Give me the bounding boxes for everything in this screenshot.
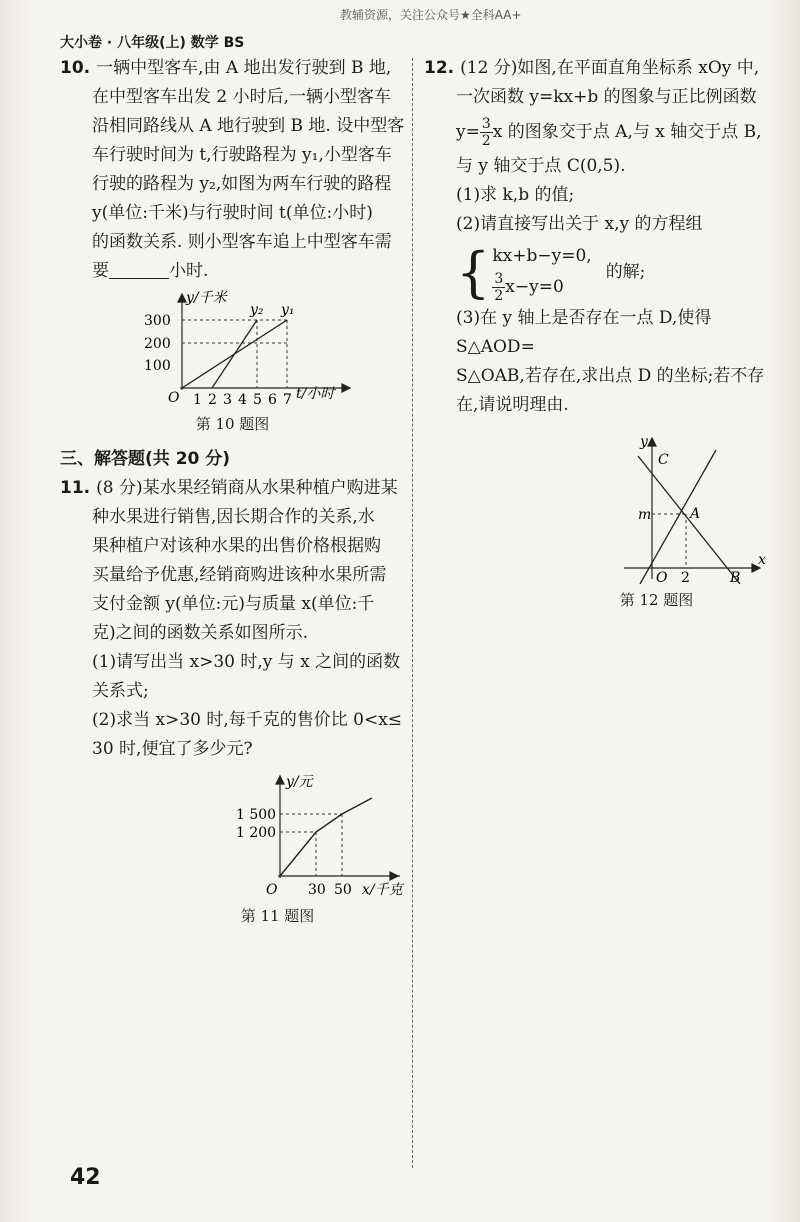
q10-xlabel: t/小时 <box>296 386 335 402</box>
q12-line-kx-b <box>638 456 740 584</box>
system-eq2: $\frac{3}{2}$ x−y=0 <box>494 271 564 304</box>
q12-part1: (1)求 k,b 的值; <box>456 185 575 205</box>
q12-label-B: B <box>730 570 741 584</box>
q10-y-arrow <box>178 294 186 302</box>
q12-label-O: O <box>656 570 668 584</box>
q10-xtick-2: 2 <box>208 392 217 408</box>
q12-fraction: $\frac{3}{2}$ <box>481 116 491 149</box>
q10-line1: 10. 一辆中型客车,由 A 地出发行驶到 B 地, <box>60 58 392 78</box>
q10-ytick-100: 100 <box>144 358 171 374</box>
q12-label-x: x <box>758 552 766 568</box>
page-number: 42 <box>70 1165 101 1190</box>
q10-line-y2 <box>212 320 257 388</box>
q10-y2-label: y₂ <box>250 302 264 318</box>
q12-line3: y= $\frac{3}{2}$ x 的图象交于点 A,与 x 轴交于点 B, <box>456 116 762 149</box>
q12-label-m: m <box>638 507 652 523</box>
q10-xtick-7: 7 <box>283 392 292 408</box>
q10-y1-label: y₁ <box>281 302 295 318</box>
q10-line2: 在中型客车出发 2 小时后,一辆小型客车 <box>92 87 392 107</box>
left-column <box>60 54 405 931</box>
q11-y-arrow <box>276 776 284 784</box>
q12-part2: (2)请直接写出关于 x,y 的方程组 <box>456 214 703 234</box>
q10-caption: 第 10 题图 <box>195 415 270 433</box>
q11-line4: 买量给予优惠,经销商购进该种水果所需 <box>92 565 387 585</box>
q12-graph <box>424 434 769 584</box>
q10-line4: 车行驶时间为 t,行驶路程为 y₁,小型客车 <box>92 145 392 165</box>
q11-xtick-30: 30 <box>308 882 326 898</box>
q10-x-arrow <box>342 384 350 392</box>
system-suffix: 的解; <box>605 262 646 282</box>
q11-part2-line1: (2)求当 x>30 时,每千克的售价比 0<x≤ <box>92 710 403 730</box>
q10-ylabel: y/千米 <box>186 290 227 306</box>
q12-part3-line1: (3)在 y 轴上是否存在一点 D,使得 S△AOD= <box>456 308 712 357</box>
q11-line6: 克)之间的函数关系如图所示. <box>92 623 309 643</box>
q11-part1-line2: 关系式; <box>92 681 149 701</box>
q12-label-2: 2 <box>681 570 690 584</box>
q11-ytick-1200: 1 200 <box>236 825 277 841</box>
q12-number: 12. <box>424 58 455 78</box>
answer-blank[interactable] <box>109 260 169 279</box>
q11-xtick-50: 50 <box>334 882 352 898</box>
system-eq1: kx+b−y=0, <box>492 246 592 266</box>
system-lines <box>492 241 591 304</box>
q11-line2: 种水果进行销售,因长期合作的关系,水 <box>92 507 375 527</box>
q10-line6: y(单位:千米)与行驶时间 t(单位:小时) <box>92 203 373 223</box>
q11-ytick-1500: 1 500 <box>236 807 277 823</box>
q11-line3: 果种植户对该种水果的出售价格根据购 <box>92 536 381 556</box>
q10-xtick-3: 3 <box>223 392 232 408</box>
q11-ylabel: y/元 <box>286 774 313 790</box>
q12-line1: 12. (12 分)如图,在平面直角坐标系 xOy 中, <box>424 58 760 78</box>
right-column <box>424 54 769 615</box>
q10-number: 10. <box>60 58 91 78</box>
q10-line7: 的函数关系. 则小型客车追上中型客车需 <box>92 232 392 252</box>
q11-line5: 支付金额 y(单位:元)与质量 x(单位:千 <box>92 594 375 614</box>
q10-line8: 要 小时. <box>92 261 209 281</box>
q10-xtick-4: 4 <box>238 392 247 408</box>
q10-xtick-6: 6 <box>268 392 277 408</box>
q12-y-arrow <box>648 438 656 446</box>
q12-label-C: C <box>658 452 669 468</box>
q10-line5: 行驶的路程为 y₂,如图为两车行驶的路程 <box>92 174 392 194</box>
q11-number: 11. <box>60 478 91 498</box>
q11-xlabel: x/千克 <box>362 882 403 898</box>
page-header: 大小卷 · 八年级(上) 数学 BS <box>60 35 245 51</box>
q10-ytick-300: 300 <box>144 313 171 329</box>
q12-label-A: A <box>690 506 701 522</box>
q11-x-arrow <box>390 872 398 880</box>
q10-origin: O <box>168 390 180 406</box>
q12-line2: 一次函数 y=kx+b 的图象与正比例函数 <box>456 87 757 107</box>
q11-caption: 第 11 题图 <box>240 907 315 925</box>
column-divider <box>412 58 413 1168</box>
q11-graph <box>60 770 405 900</box>
q11-part2-line2: 30 时,便宜了多少元? <box>92 739 253 759</box>
q11-price-line <box>280 798 372 876</box>
q11-line1: 11. (8 分)某水果经销商从水果种植户购进某 <box>60 478 398 498</box>
q11-origin: O <box>266 882 278 898</box>
q12-caption: 第 12 题图 <box>619 591 694 609</box>
q12-equation-system <box>424 241 769 304</box>
q10-xtick-5: 5 <box>253 392 262 408</box>
system-brace: { <box>456 240 491 304</box>
q10-ytick-200: 200 <box>144 336 171 352</box>
q10-xtick-1: 1 <box>193 392 202 408</box>
q10-line3: 沿相同路线从 A 地行驶到 B 地. 设中型客 <box>92 116 405 136</box>
q12-label-y: y <box>640 434 648 450</box>
q12-part3-line2: S△OAB,若存在,求出点 D 的坐标;若不存 <box>456 366 765 386</box>
q10-graph <box>60 290 405 408</box>
q12-part3-line3: 在,请说明理由. <box>456 395 569 415</box>
q12-line4: 与 y 轴交于点 C(0,5). <box>456 156 626 176</box>
section-3-title: 三、解答题(共 20 分) <box>60 449 231 469</box>
q11-part1-line1: (1)请写出当 x>30 时,y 与 x 之间的函数 <box>92 652 401 672</box>
watermark-note: 教辅资源，关注公众号★全科AA+ <box>340 8 522 22</box>
